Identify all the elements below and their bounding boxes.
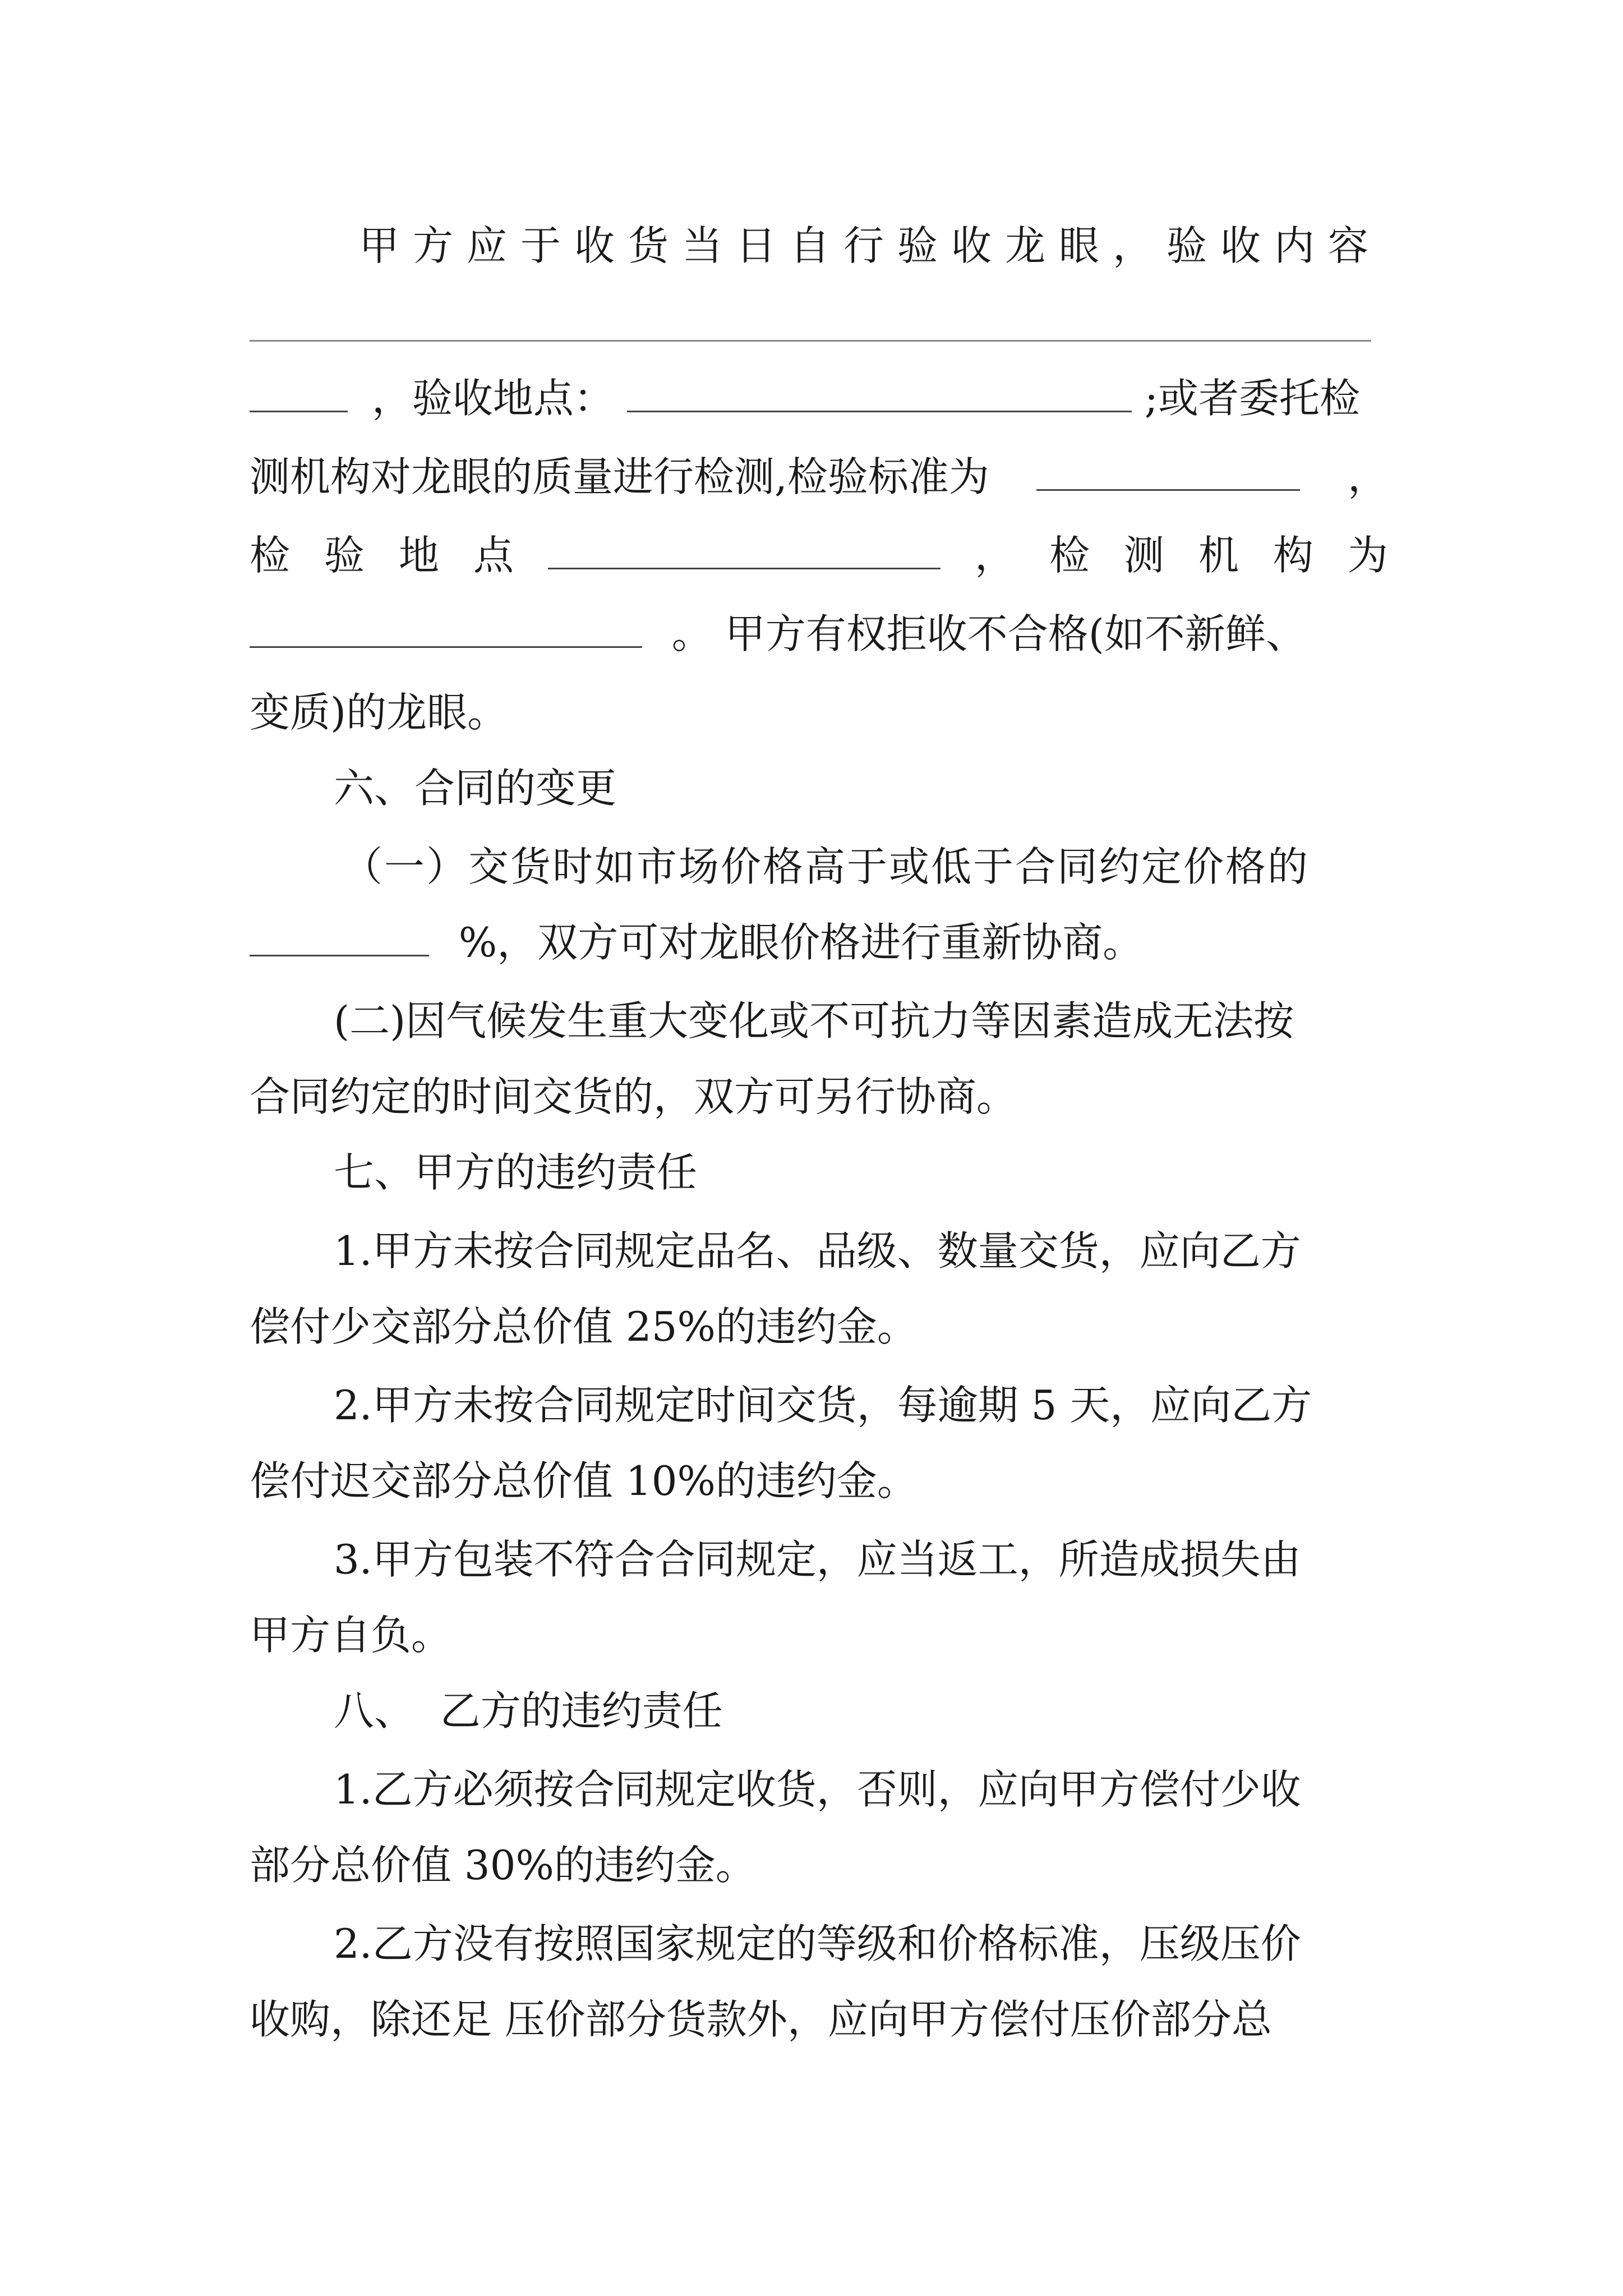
text: 1.甲方未按合同规定品名、品级、数量交货，应向乙方 xyxy=(334,1227,1301,1274)
text: 2.甲方未按合同规定时间交货，每逾期 5 天，应向乙方 xyxy=(334,1382,1312,1429)
fill-in-blank[interactable] xyxy=(250,371,348,412)
fill-in-blank[interactable] xyxy=(548,528,940,569)
text: 机 xyxy=(1198,532,1239,579)
paragraph-line xyxy=(250,684,1388,740)
text: 测 xyxy=(1123,532,1164,579)
text: ， xyxy=(1347,453,1388,500)
section-heading xyxy=(334,760,1472,816)
text: 3.甲方包装不符合合同规定，应当返工，所造成损失由 xyxy=(334,1536,1301,1583)
paragraph-line xyxy=(359,218,1388,274)
paragraph-line xyxy=(334,993,1388,1049)
text: (二)因气候发生重大变化或不可抗力等因素造成无法按 xyxy=(334,997,1294,1045)
paragraph-line xyxy=(250,1299,1388,1355)
text: 变质)的龙眼。 xyxy=(250,689,508,736)
fill-in-blank[interactable] xyxy=(250,915,429,956)
paragraph-line xyxy=(250,1837,1388,1893)
text: 合同约定的时间交货的，双方可另行协商。 xyxy=(250,1073,1017,1120)
heading-text: 八、 乙方的违约责任 xyxy=(334,1687,723,1734)
heading-text: 六、合同的变更 xyxy=(334,765,617,812)
paragraph-line xyxy=(250,370,1388,426)
fill-in-blank[interactable] xyxy=(250,607,642,648)
text: 部分总价值 30%的违约金。 xyxy=(250,1842,756,1889)
text: 。 甲方有权拒收不合格(如不新鲜、 xyxy=(671,610,1306,657)
paragraph-line xyxy=(250,1607,1388,1663)
text: 为 xyxy=(1347,532,1388,579)
text: 点 xyxy=(473,532,514,579)
paragraph-line xyxy=(334,1223,1388,1279)
text: ， xyxy=(974,532,1015,579)
section-heading xyxy=(334,1683,1472,1739)
fill-in-blank[interactable] xyxy=(627,371,1132,412)
text: 甲方应于收货当日自行验收龙眼，验收内容 xyxy=(359,222,1382,269)
paragraph-line xyxy=(250,527,1388,583)
text: 收购，除还足 压价部分货款外，应向甲方偿付压价部分总 xyxy=(250,1996,1272,2043)
text: 检 xyxy=(1049,532,1090,579)
text: 偿付迟交部分总价值 10%的违约金。 xyxy=(250,1457,917,1504)
text: ，验收地点： xyxy=(371,375,614,422)
paragraph-line xyxy=(250,606,1388,662)
text: %，双方可对龙眼价格进行重新协商。 xyxy=(458,919,1144,966)
fill-in-rule xyxy=(250,340,1371,342)
paragraph-line xyxy=(250,1069,1388,1125)
paragraph-line xyxy=(334,1916,1388,1972)
paragraph-line xyxy=(250,1991,1388,2047)
paragraph-line xyxy=(250,914,1388,970)
text: 地 xyxy=(399,532,440,579)
paragraph-line xyxy=(334,1377,1388,1433)
paragraph-line xyxy=(334,1761,1388,1818)
section-heading xyxy=(334,1144,1472,1200)
fill-in-blank[interactable] xyxy=(1036,450,1300,491)
paragraph-line xyxy=(250,1453,1388,1509)
text: 构 xyxy=(1272,532,1313,579)
text: 偿付少交部分总价值 25%的违约金。 xyxy=(250,1303,917,1350)
text: 检 xyxy=(250,532,291,579)
heading-text: 七、甲方的违约责任 xyxy=(334,1149,698,1196)
text: 甲方自负。 xyxy=(250,1612,452,1659)
text: 验 xyxy=(324,532,365,579)
paragraph-line xyxy=(250,449,1388,505)
text: 1.乙方必须按合同规定收货，否则，应向甲方偿付少收 xyxy=(334,1766,1301,1813)
paragraph-line xyxy=(334,1531,1388,1588)
text: 2.乙方没有按照国家规定的等级和价格标准，压级压价 xyxy=(334,1920,1301,1967)
text: ;或者委托检 xyxy=(1144,375,1360,422)
paragraph-line xyxy=(342,839,1388,895)
text: 测机构对龙眼的质量进行检测,检验标准为 xyxy=(250,453,989,500)
text: （一）交货时如市场价格高于或低于合同约定价格的 xyxy=(342,843,1310,890)
